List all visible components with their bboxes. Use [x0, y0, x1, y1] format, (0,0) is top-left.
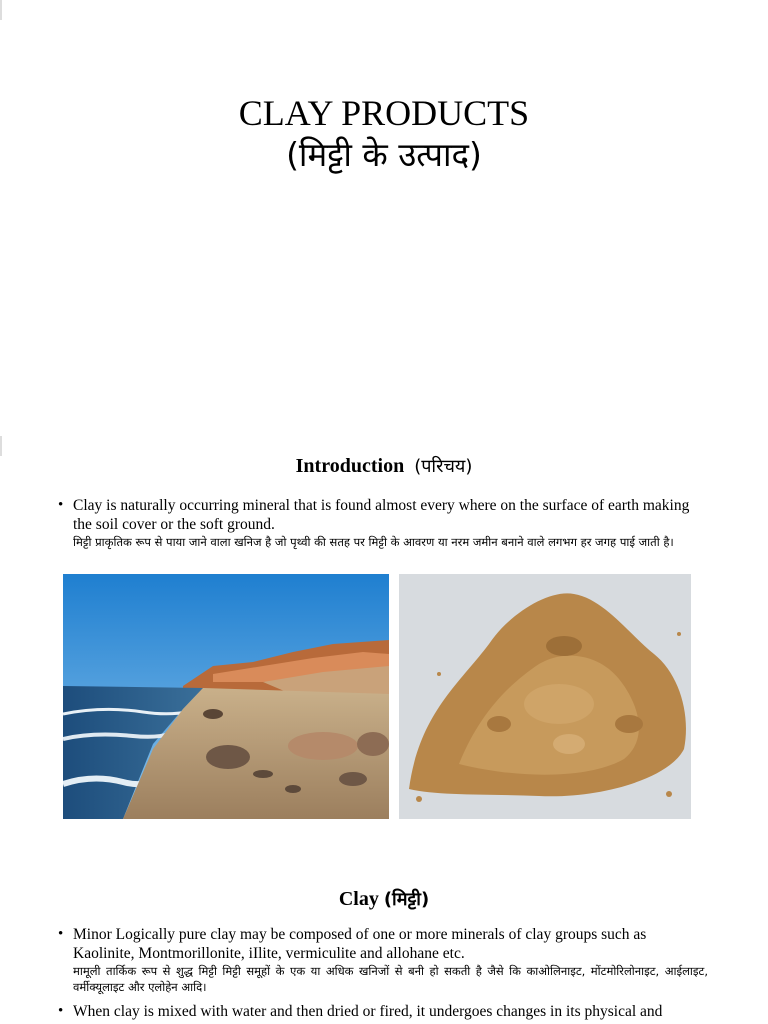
bullet-dot: • [58, 497, 64, 513]
bullet-text-hindi: मिट्टी प्राकृतिक रूप से पाया जाने वाला खनिज है जो पृथ्वी की सतह पर मिट्टी के आवरण या नरम जमीन बनाने वाले लगभग हर जगह पाई जाती है। [73, 535, 674, 549]
clay-heading [0, 887, 768, 911]
clay-powder-pile-photo [399, 574, 691, 819]
title-slide [0, 0, 768, 432]
introduction-heading-text: Introduction [295, 455, 405, 477]
introduction-bullet [58, 496, 708, 550]
bullet-text-english: When clay is mixed with water and then dried or fired, it undergoes changes in its physical and [73, 1003, 663, 1020]
clay-bullet-1 [58, 925, 708, 995]
bullet-dot: • [58, 926, 64, 942]
page-edge-mark [0, 436, 2, 456]
introduction-heading-hindi: (परिचय) [414, 456, 473, 477]
bullet-text-english: Minor Logically pure clay may be composed of one or more minerals of clay groups such as Kaolinite, Montmorillonite, iIlite, vermiculite and allohane etc. [73, 926, 647, 962]
introduction-heading [0, 454, 768, 478]
clay-heading-hindi: (मिट्टी) [383, 889, 430, 910]
clay-bullet-2 [58, 1002, 708, 1021]
page-edge-mark [0, 0, 2, 20]
clay-heading-text: Clay [338, 888, 379, 910]
beach-clay-cliffs-photo [63, 574, 389, 819]
bullet-text-hindi: मामूली तार्किक रूप से शुद्ध मिट्टी मिट्टी समूहों के एक या अधिक खनिजों से बनी हो सकती है जैसे कि काओलिनाइट, मोंटमोरिलोनाइट, आईलाइट, वर्मीक्यूलाइट और एलोहेन आदि। [73, 964, 708, 994]
page-title-hindi: (मिट्टी के उत्पाद) [286, 135, 482, 174]
bullet-dot: • [58, 1003, 64, 1019]
bullet-text-english: Clay is naturally occurring mineral that is found almost every where on the surface of earth making the soil cover or the soft ground. [73, 497, 690, 533]
page-title: CLAY PRODUCTS [238, 93, 530, 133]
